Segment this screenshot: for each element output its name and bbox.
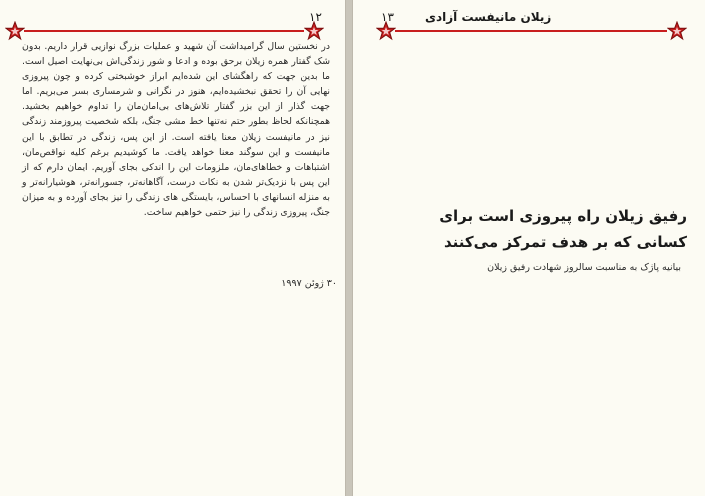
header-rule <box>24 30 304 32</box>
star-icon <box>5 21 25 41</box>
article-subtitle: بیانیه پاژک به مناسبت سالروز شهادت رفیق زیلان <box>487 262 681 273</box>
right-page <box>352 0 705 496</box>
date-line: ۳۰ ژوئن ۱۹۹۷ <box>281 278 337 289</box>
star-icon <box>304 21 324 41</box>
paragraph: در نخستین سال گرامیداشت آن شهید و عملیات بزرگ نوازیی قرار داریم. بدون شک گفتار همره زیلان برحق بوده و ادعا و شور زندگی‌اش بی‌نهایت اصیل است. ما بدین جهت که راهگشای این شده‌ایم ابراز خوشبختی کرده و چون پیروزی نهایی آن را تحقق نبخشیده‌ایم، هنوز در نگرانی و شرمساری بسر می‌بریم. اما جهت گذار از این بزر گفتار تلاش‌های بی‌امان‌مان را تداوم خواهیم بخشید. همچنانکه لحاظ بطور حتم نه‌تنها خط مشی جنگ، بلکه شخصیت پیروزمند زندگی نیز در مانیفست زیلان معنا یافته است. از این پس، زندگی در تطابق با این مانیفست و این سوگند معنا خواهد یافت. ما کوشیدیم برغم کلیه نواقص‌مان، اشتباهات و خطاهای‌مان، ملزومات این را اندکی بجای آوریم. ایمان دارم که از این پس با نزدیک‌تر شدن به نکات درست، آگاهانه‌تر، جسورانه‌تر، هوشیارانه‌تر و به منزله انسانهای با احساس، بایستگی های زندگی را نیز بجای آورده و به میزان جنگ، پیروزی زندگی را نیز حتمی خواهیم ساخت. <box>22 41 330 219</box>
running-title: زیلان مانیفست آزادی <box>425 10 552 24</box>
article-title <box>383 203 687 255</box>
title-line: کسانی که بر هدف تمرکز می‌کنند <box>444 233 687 251</box>
title-line: رفیق زیلان راه پیروزی است برای <box>439 207 687 225</box>
star-icon <box>667 21 687 41</box>
page-number: ۱۲ <box>309 10 322 24</box>
body-text <box>22 39 330 220</box>
page-number: ۱۳ <box>381 10 394 24</box>
left-page <box>0 0 346 496</box>
star-icon <box>376 21 396 41</box>
header-rule <box>395 30 667 32</box>
